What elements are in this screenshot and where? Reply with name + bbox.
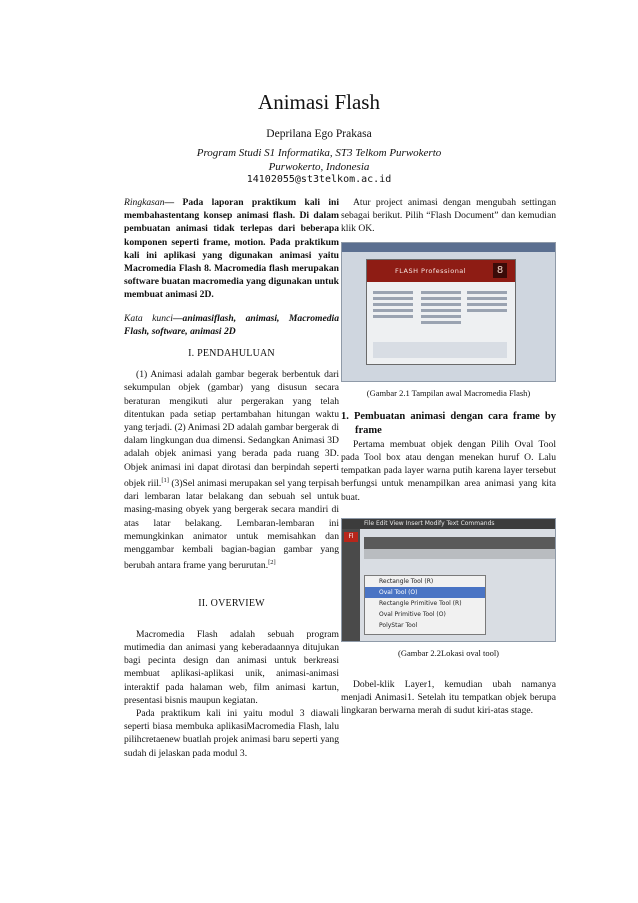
pendahuluan-text-b: (3)Sel animasi merupakan sel yang terpisah dari lembaran latar belakang dan sebuah sel untuk masing-masing obyek yang bergerak secara mandiri di atas latar belakang. Lembaran-lembaran ini memungkinkan animator untuk memisahkan dan menggambar kembali bagian-bagian gambar yang berubah antara frame yang berurutan. — [124, 478, 339, 572]
right-paragraph-3: Dobel-klik Layer1, kemudian ubah namanya menjadi Animasi1. Setelah itu tempatkan objek berupa lingkaran berwarna merah di sudut kiri-atas stage. — [341, 679, 556, 717]
keywords — [124, 312, 339, 338]
flash-brand-text: FLASH Professional — [395, 266, 467, 275]
subsection-title: Pembuatan animasi dengan cara frame by frame — [353, 410, 556, 436]
right-column — [341, 196, 556, 718]
affiliation-line-2: Purwokerto, Indonesia — [268, 161, 370, 173]
pendahuluan-text-a: (1) Animasi adalah gambar begerak berbentuk dari sekumpulan objek (gambar) yang disusun secara beraturan mengikuti alur pergerakan yang telah ditentukan pada setiap pertambahan hitungan waktu yang terjadi. (2) Animasi 2D adalah gambar bergerak di dalam lingkungan dua dimensi. Sedangkan Animasi 3D adalah objek animasi yang berada pada ruang 3D. Objek animasi ini dapat dirotasi dan berpindah seperti objek riil. — [124, 369, 339, 490]
menu-item-rectangle-primitive-tool: Rectangle Primitive Tool (R) — [379, 599, 462, 607]
section-heading-overview: II. OVERVIEW — [198, 597, 265, 609]
flash-menubar: File Edit View Insert Modify Text Commands — [342, 519, 555, 529]
right-paragraph-1: Atur project animasi dengan mengubah settingan sebagai berikut. Pilih “Flash Document” dan kemudian klik OK. — [341, 197, 556, 235]
author-email: 14102055@st3telkom.ac.id — [246, 174, 392, 185]
subsection-number: 1. — [341, 410, 349, 422]
figure-caption-2: (Gambar 2.2Lokasi oval tool) — [397, 647, 500, 658]
menu-item-rectangle-tool: Rectangle Tool (R) — [379, 577, 434, 585]
overview-paragraph-2: Pada praktikum kali ini yaitu modul 3 diawali seperti biasa membuka aplikasiMacromedia Flash, lalu pilihcretaenew buatlah projek animasi baru seperti yang sudah di jelaskan pada modul 3. — [124, 708, 339, 759]
create-from-template-list — [467, 288, 507, 315]
flash-version-badge: 8 — [493, 263, 507, 278]
affiliation-line-1: Program Studi S1 Informatika, ST3 Telkom Purwokerto — [196, 147, 442, 159]
citation-1: [1] — [161, 476, 169, 484]
section-heading-pendahuluan: I. PENDAHULUAN — [188, 348, 275, 360]
create-new-list — [421, 288, 461, 327]
abstract — [124, 196, 339, 302]
timeline-panel — [364, 537, 555, 549]
left-column — [124, 196, 339, 760]
open-recent-list — [373, 288, 413, 321]
window-titlebar — [342, 243, 555, 252]
right-paragraph-2: Pertama membuat objek dengan Pilih Oval Tool pada Tool box atau dengan menekan huruf O. Lalu tempatkan pada layer warna putih karena layer tersebut berfungsi untuk menampilkan area animasi yang kita buat. — [341, 438, 556, 503]
author-name: Deprilana Ego Prakasa — [266, 128, 372, 140]
menu-item-oval-tool: Oval Tool (O) — [365, 587, 485, 598]
dialog-footer — [373, 342, 507, 358]
abstract-text: — Pada laporan praktikum kali ini membahastentang konsep animasi flash. Di dalam pembuatan animasi tidak terlepas dari beberapa komponen seperti frame, motion. Pada praktikum kali ini aplikasi yang digunakan animasi yaitu Macromedia Flash 8. Macromedia flash merupakan software buatan macromedia yang digunakan untuk membuat animasi 2D. — [124, 197, 339, 301]
abstract-lead: Ringkasan — [124, 197, 165, 208]
figure-flash-start-screen — [341, 242, 556, 382]
layer-track — [364, 549, 555, 559]
figure-caption-1: (Gambar 2.1 Tampilan awal Macromedia Flash) — [366, 387, 531, 398]
overview-paragraph-1: Macromedia Flash adalah sebuah program mutimedia dan animasi yang keberadaannya ditujukan bagi pecinta design dan animasi untuk berkreasi membuat aplikasi-aplikasi unik, animasi-animasi interaktif pada halaman web, film animasi kartun, presentasi bisnis maupun kegiatan. — [124, 628, 339, 706]
flash-app-icon: Fl — [344, 532, 358, 542]
menu-item-oval-primitive-tool: Oval Primitive Tool (O) — [379, 610, 446, 618]
keywords-lead: Kata kunci — [124, 312, 173, 324]
figure-oval-tool-location — [341, 518, 556, 642]
shape-tool-menu — [364, 575, 486, 635]
pendahuluan-paragraph — [124, 368, 339, 572]
keywords-text: —animasiflash, animasi, Macromedia Flash, software, animasi 2D — [124, 312, 339, 337]
subsection-heading-frame-by-frame — [341, 410, 556, 438]
menu-item-polystar-tool: PolyStar Tool — [379, 621, 418, 629]
author-affiliation — [180, 146, 458, 174]
paper-title: Animasi Flash — [258, 90, 380, 114]
citation-2: [2] — [268, 559, 276, 567]
toolbox-panel — [342, 529, 360, 641]
flash-banner — [367, 260, 515, 282]
flash-start-dialog — [366, 259, 516, 365]
